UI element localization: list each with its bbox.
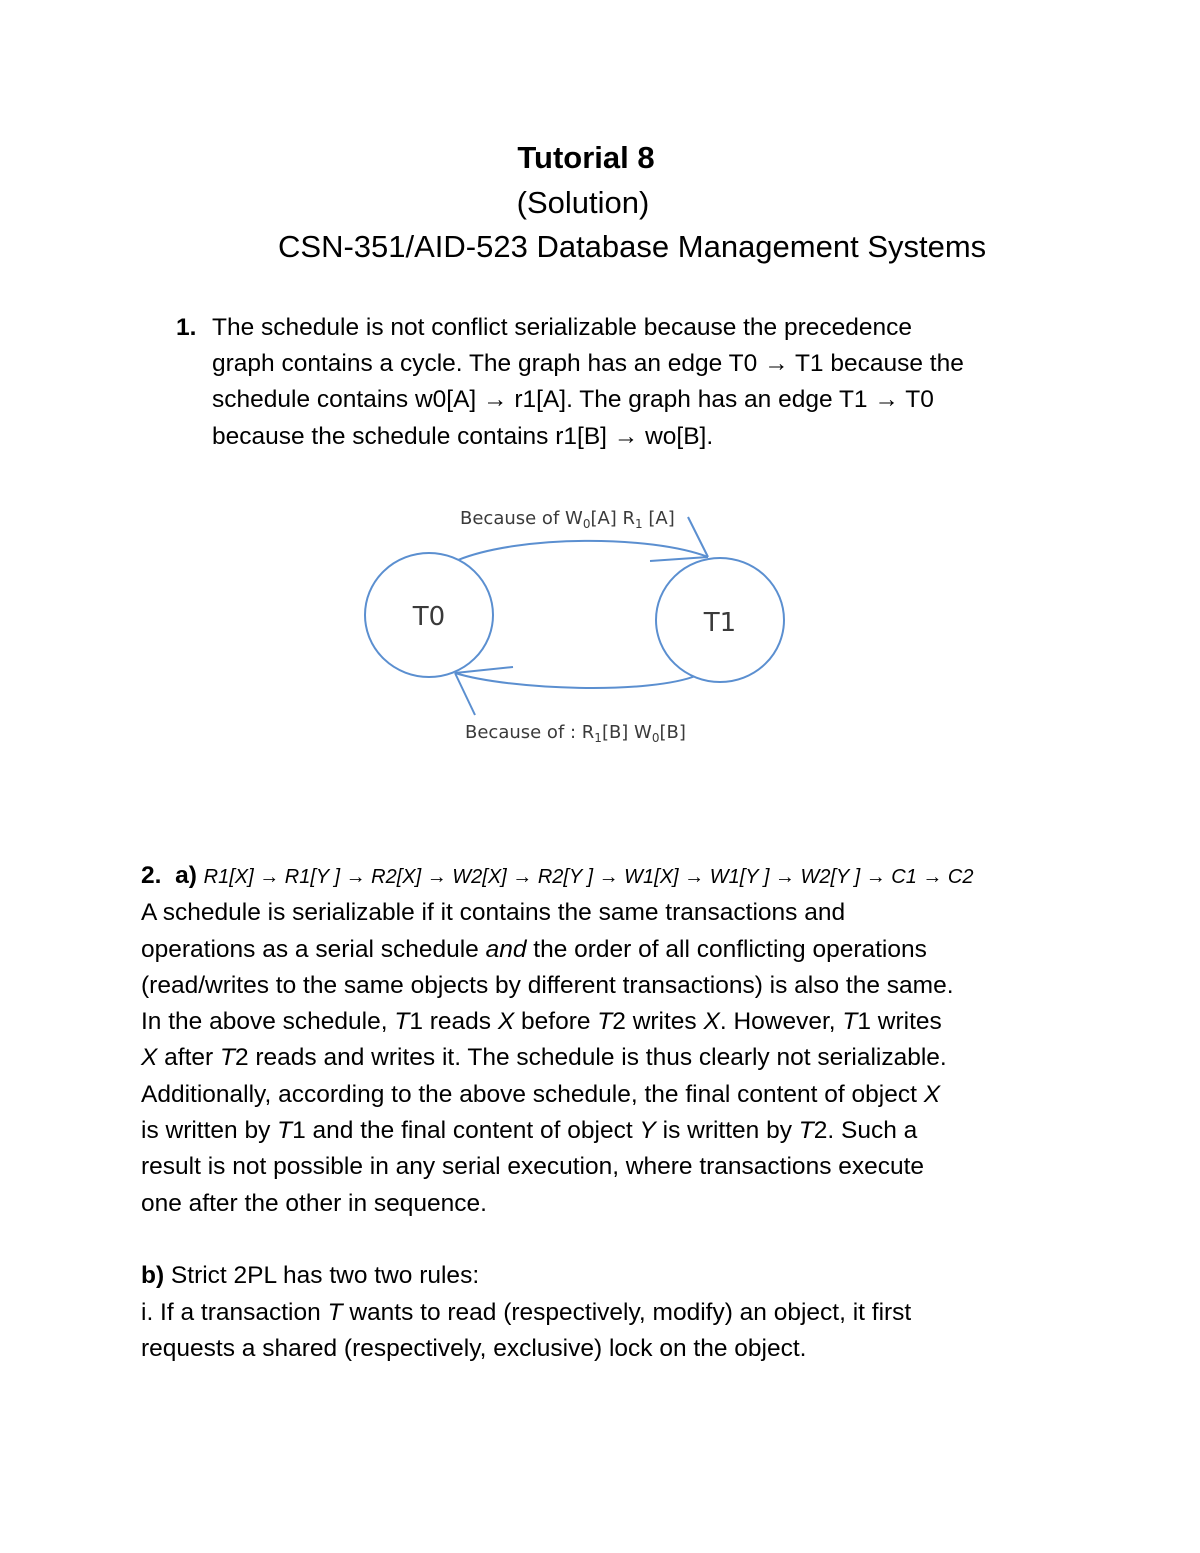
- text-run-italic: X: [703, 1008, 720, 1036]
- precedence-graph: [350, 495, 810, 755]
- text-run: In the above schedule,: [141, 1008, 395, 1036]
- q1-line: schedule contains w0[A] → r1[A]. The graph has an edge T1 → T0: [212, 386, 934, 414]
- text-run-italic: T: [277, 1117, 293, 1145]
- q1-line: because the schedule contains r1[B] → wo[B].: [212, 422, 714, 450]
- text-run: 1 and the final content of object: [292, 1117, 640, 1145]
- page-title: [0, 140, 1200, 176]
- text-run: after: [157, 1044, 220, 1072]
- text-run: is written by: [655, 1117, 799, 1145]
- edge-label-top-sub: 0: [582, 517, 591, 531]
- q1-line: graph contains a cycle. The graph has an edge T0 → T1 because the: [212, 350, 964, 378]
- q2-line: [141, 932, 1161, 968]
- q2-line: [141, 1040, 1161, 1076]
- edge-t0-t1: [458, 541, 708, 560]
- text-run: 2. Such a: [813, 1117, 918, 1145]
- text-run: before: [514, 1008, 598, 1036]
- title-text: Tutorial 8: [517, 140, 655, 175]
- q2-part-b-header: [141, 1258, 1161, 1294]
- q2-line: requests a shared (respectively, exclusive) lock on the object.: [141, 1334, 807, 1362]
- edge-label-bottom-sub: 1: [594, 731, 602, 745]
- text-run: 2 writes: [612, 1008, 704, 1036]
- page-subtitle: [0, 185, 1200, 221]
- q2-line: [141, 1113, 1161, 1149]
- text-run: the order of all conflicting operations: [526, 935, 927, 963]
- edge-label-top-text: [A] R: [590, 508, 636, 529]
- text-run: 1 writes: [857, 1008, 942, 1036]
- q2-part-a-header: [141, 858, 1161, 895]
- text-run-italic: and: [485, 935, 527, 963]
- question-2-number: 2.: [141, 862, 162, 889]
- node-t0-label: T0: [412, 602, 446, 632]
- part-a-label: a): [175, 862, 197, 889]
- part-b-label: b): [141, 1262, 165, 1290]
- text-run-italic: X: [497, 1008, 515, 1036]
- text-run-italic: T: [798, 1117, 814, 1145]
- text-run-italic: X: [141, 1044, 158, 1072]
- text-run: 2 reads and writes it. The schedule is thus clearly not serializable.: [234, 1044, 947, 1072]
- text-run: Additionally, according to the above schedule, the final content of object: [141, 1080, 924, 1108]
- q2-line: result is not possible in any serial execution, where transactions execute: [141, 1153, 925, 1181]
- text-run-italic: T: [327, 1298, 343, 1326]
- q2-line: [141, 1077, 1161, 1113]
- q2-line: [141, 1004, 1161, 1040]
- text-run: 1 reads: [409, 1008, 498, 1036]
- edge-t1-t0: [455, 673, 698, 688]
- text-run: is written by: [141, 1117, 278, 1145]
- question-2: [141, 858, 1161, 1367]
- arrowhead-t1-t0: [455, 673, 475, 715]
- text-run-italic: T: [394, 1008, 410, 1036]
- edge-label-top-text: [A]: [642, 508, 675, 529]
- text-run-italic: T: [219, 1044, 235, 1072]
- q2-line: one after the other in sequence.: [141, 1189, 487, 1217]
- q2-line: A schedule is serializable if it contains the same transactions and: [141, 899, 846, 927]
- question-1-number: 1.: [176, 314, 197, 341]
- node-t1-label: T1: [703, 608, 737, 638]
- edge-label-bottom-text: Because of : R: [465, 722, 595, 743]
- schedule-sequence: R1[X] → R1[Y ] → R2[X] → W2[X] → R2[Y ] → W1[X] → W1[Y ] → W2[Y ] → C1 → C2: [203, 866, 974, 888]
- subtitle-text: (Solution): [516, 185, 650, 220]
- edge-label-top-text: Because of W: [460, 508, 583, 529]
- edge-label-bottom-sub: 0: [651, 731, 660, 745]
- text-run: wants to read (respectively, modify) an object, it first: [342, 1298, 912, 1326]
- q2-line: [141, 1295, 1161, 1331]
- text-run: . However,: [719, 1008, 843, 1036]
- text-run-italic: T: [597, 1008, 613, 1036]
- edge-label-top-sub: 1: [635, 517, 643, 531]
- edge-label-bottom-text: [B]: [659, 722, 686, 743]
- paragraph-gap: [141, 1222, 1161, 1258]
- text-run: Strict 2PL has two two rules:: [164, 1262, 480, 1290]
- q1-line: The schedule is not conflict serializable because the precedence: [212, 314, 913, 341]
- course-title: CSN-351/AID-523 Database Management Systems: [278, 229, 987, 264]
- text-run-italic: Y: [639, 1117, 656, 1145]
- q2-line: (read/writes to the same objects by different transactions) is also the same.: [141, 971, 954, 999]
- text-run-italic: T: [842, 1008, 858, 1036]
- edge-label-top: [460, 508, 675, 531]
- edge-label-bottom: [465, 722, 686, 745]
- text-run: operations as a serial schedule: [141, 935, 486, 963]
- edge-label-bottom-text: [B] W: [601, 722, 652, 743]
- text-run-italic: X: [923, 1080, 941, 1108]
- text-run: i. If a transaction: [141, 1298, 328, 1326]
